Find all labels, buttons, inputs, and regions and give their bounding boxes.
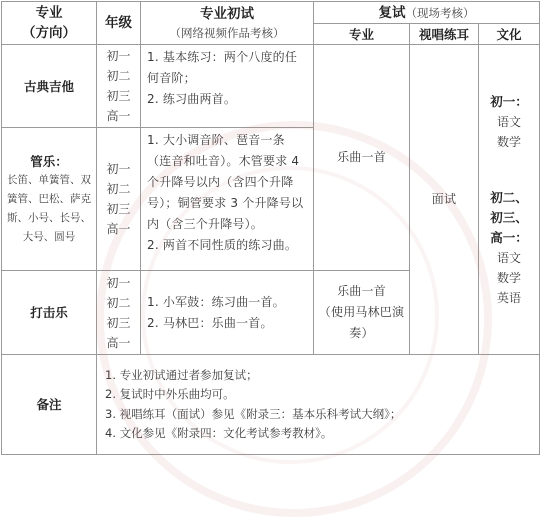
note-item: 3. 视唱练耳（面试）参见《附录三：基本乐科考试大纲》； xyxy=(105,406,402,421)
culture-b-label: 高一： xyxy=(490,229,528,245)
retest-percussion-line: 乐曲一首 xyxy=(337,284,386,298)
retest-major-wind: 乐曲一首 xyxy=(314,45,410,271)
header-col-sight: 视唱练耳 xyxy=(410,24,479,45)
culture-subject: 数学 xyxy=(497,270,522,285)
header-col-culture: 文化 xyxy=(479,24,540,45)
row-guitar-name: 古典吉他 xyxy=(2,45,97,128)
prelim-item: 1. 大小调音阶、琶音一条（连音和吐音）。木管要求 4 个升降号以内（含四个升降号）；铜管要求 3 个升降号以内（含三个升降号）。 xyxy=(147,133,304,231)
retest-major-percussion xyxy=(314,271,410,355)
header-retest-sub: （现场考核） xyxy=(405,5,475,20)
prelim-item: 2. 两首不同性质的练习曲。 xyxy=(147,238,298,252)
row-wind-name-cell xyxy=(2,128,97,271)
exam-requirements-table xyxy=(1,1,540,455)
culture-subject: 英语 xyxy=(497,290,522,305)
header-major-cell xyxy=(2,2,97,45)
grade-item: 高一 xyxy=(106,222,131,236)
row-guitar-prelim xyxy=(141,45,314,128)
row-percussion-grades xyxy=(97,271,141,355)
row-wind-name: 管乐： xyxy=(30,153,68,169)
grade-item: 初三 xyxy=(106,89,131,103)
culture-subject: 数学 xyxy=(497,134,522,149)
header-major: 专业 xyxy=(35,5,63,21)
admission-table-container xyxy=(1,1,539,456)
culture-b-label: 初二、 xyxy=(490,189,528,205)
row-guitar-grades xyxy=(97,45,141,128)
retest-sight-singing: 面试 xyxy=(410,45,479,355)
header-grade: 年级 xyxy=(97,2,141,45)
notes-label: 备注 xyxy=(2,355,97,455)
header-prelim-title: 专业初试 xyxy=(200,5,254,22)
row-percussion-name: 打击乐 xyxy=(2,271,97,355)
notes-content xyxy=(97,355,540,455)
grade-item: 初三 xyxy=(106,202,131,216)
culture-b-label: 初三、 xyxy=(490,209,528,225)
culture-a-label: 初一： xyxy=(490,93,528,109)
prelim-item: 2. 马林巴：乐曲一首。 xyxy=(147,315,273,330)
row-wind-instruments: 长笛、单簧管、双簧管、巴松、萨克斯、小号、长号、大号、圆号 xyxy=(7,173,91,243)
grade-item: 初一 xyxy=(106,162,131,176)
header-retest-cell xyxy=(314,2,540,24)
row-wind-grades xyxy=(97,128,141,271)
header-prelim-cell xyxy=(141,2,314,45)
grade-item: 高一 xyxy=(106,109,131,123)
grade-item: 高一 xyxy=(106,335,131,350)
header-retest-title: 复试 xyxy=(378,4,406,21)
note-item: 2. 复试时中外乐曲均可。 xyxy=(105,387,235,401)
grade-item: 初一 xyxy=(106,275,131,290)
header-prelim-sub: （网络视频作品考核） xyxy=(169,25,285,40)
note-item: 1. 专业初试通过者参加复试； xyxy=(105,367,258,382)
grade-item: 初二 xyxy=(106,295,131,310)
retest-percussion-note: （使用马林巴演奏） xyxy=(318,305,405,340)
header-col-major: 专业 xyxy=(314,24,410,45)
retest-culture xyxy=(479,45,540,355)
note-item: 4. 文化参见《附录四：文化考试参考教材》。 xyxy=(105,426,333,440)
grade-item: 初三 xyxy=(106,315,131,330)
prelim-item: 2. 练习曲两首。 xyxy=(147,92,237,106)
prelim-item: 1. 基本练习：两个八度的任何音阶； xyxy=(147,50,298,85)
row-percussion-prelim xyxy=(141,271,314,355)
grade-item: 初二 xyxy=(106,69,131,83)
culture-subject: 语文 xyxy=(497,114,522,129)
prelim-item: 1. 小军鼓：练习曲一首。 xyxy=(147,294,285,309)
header-direction: （方向） xyxy=(22,25,76,41)
row-wind-prelim xyxy=(141,128,314,271)
grade-item: 初二 xyxy=(106,182,131,196)
grade-item: 初一 xyxy=(106,49,131,63)
culture-subject: 语文 xyxy=(497,250,522,265)
